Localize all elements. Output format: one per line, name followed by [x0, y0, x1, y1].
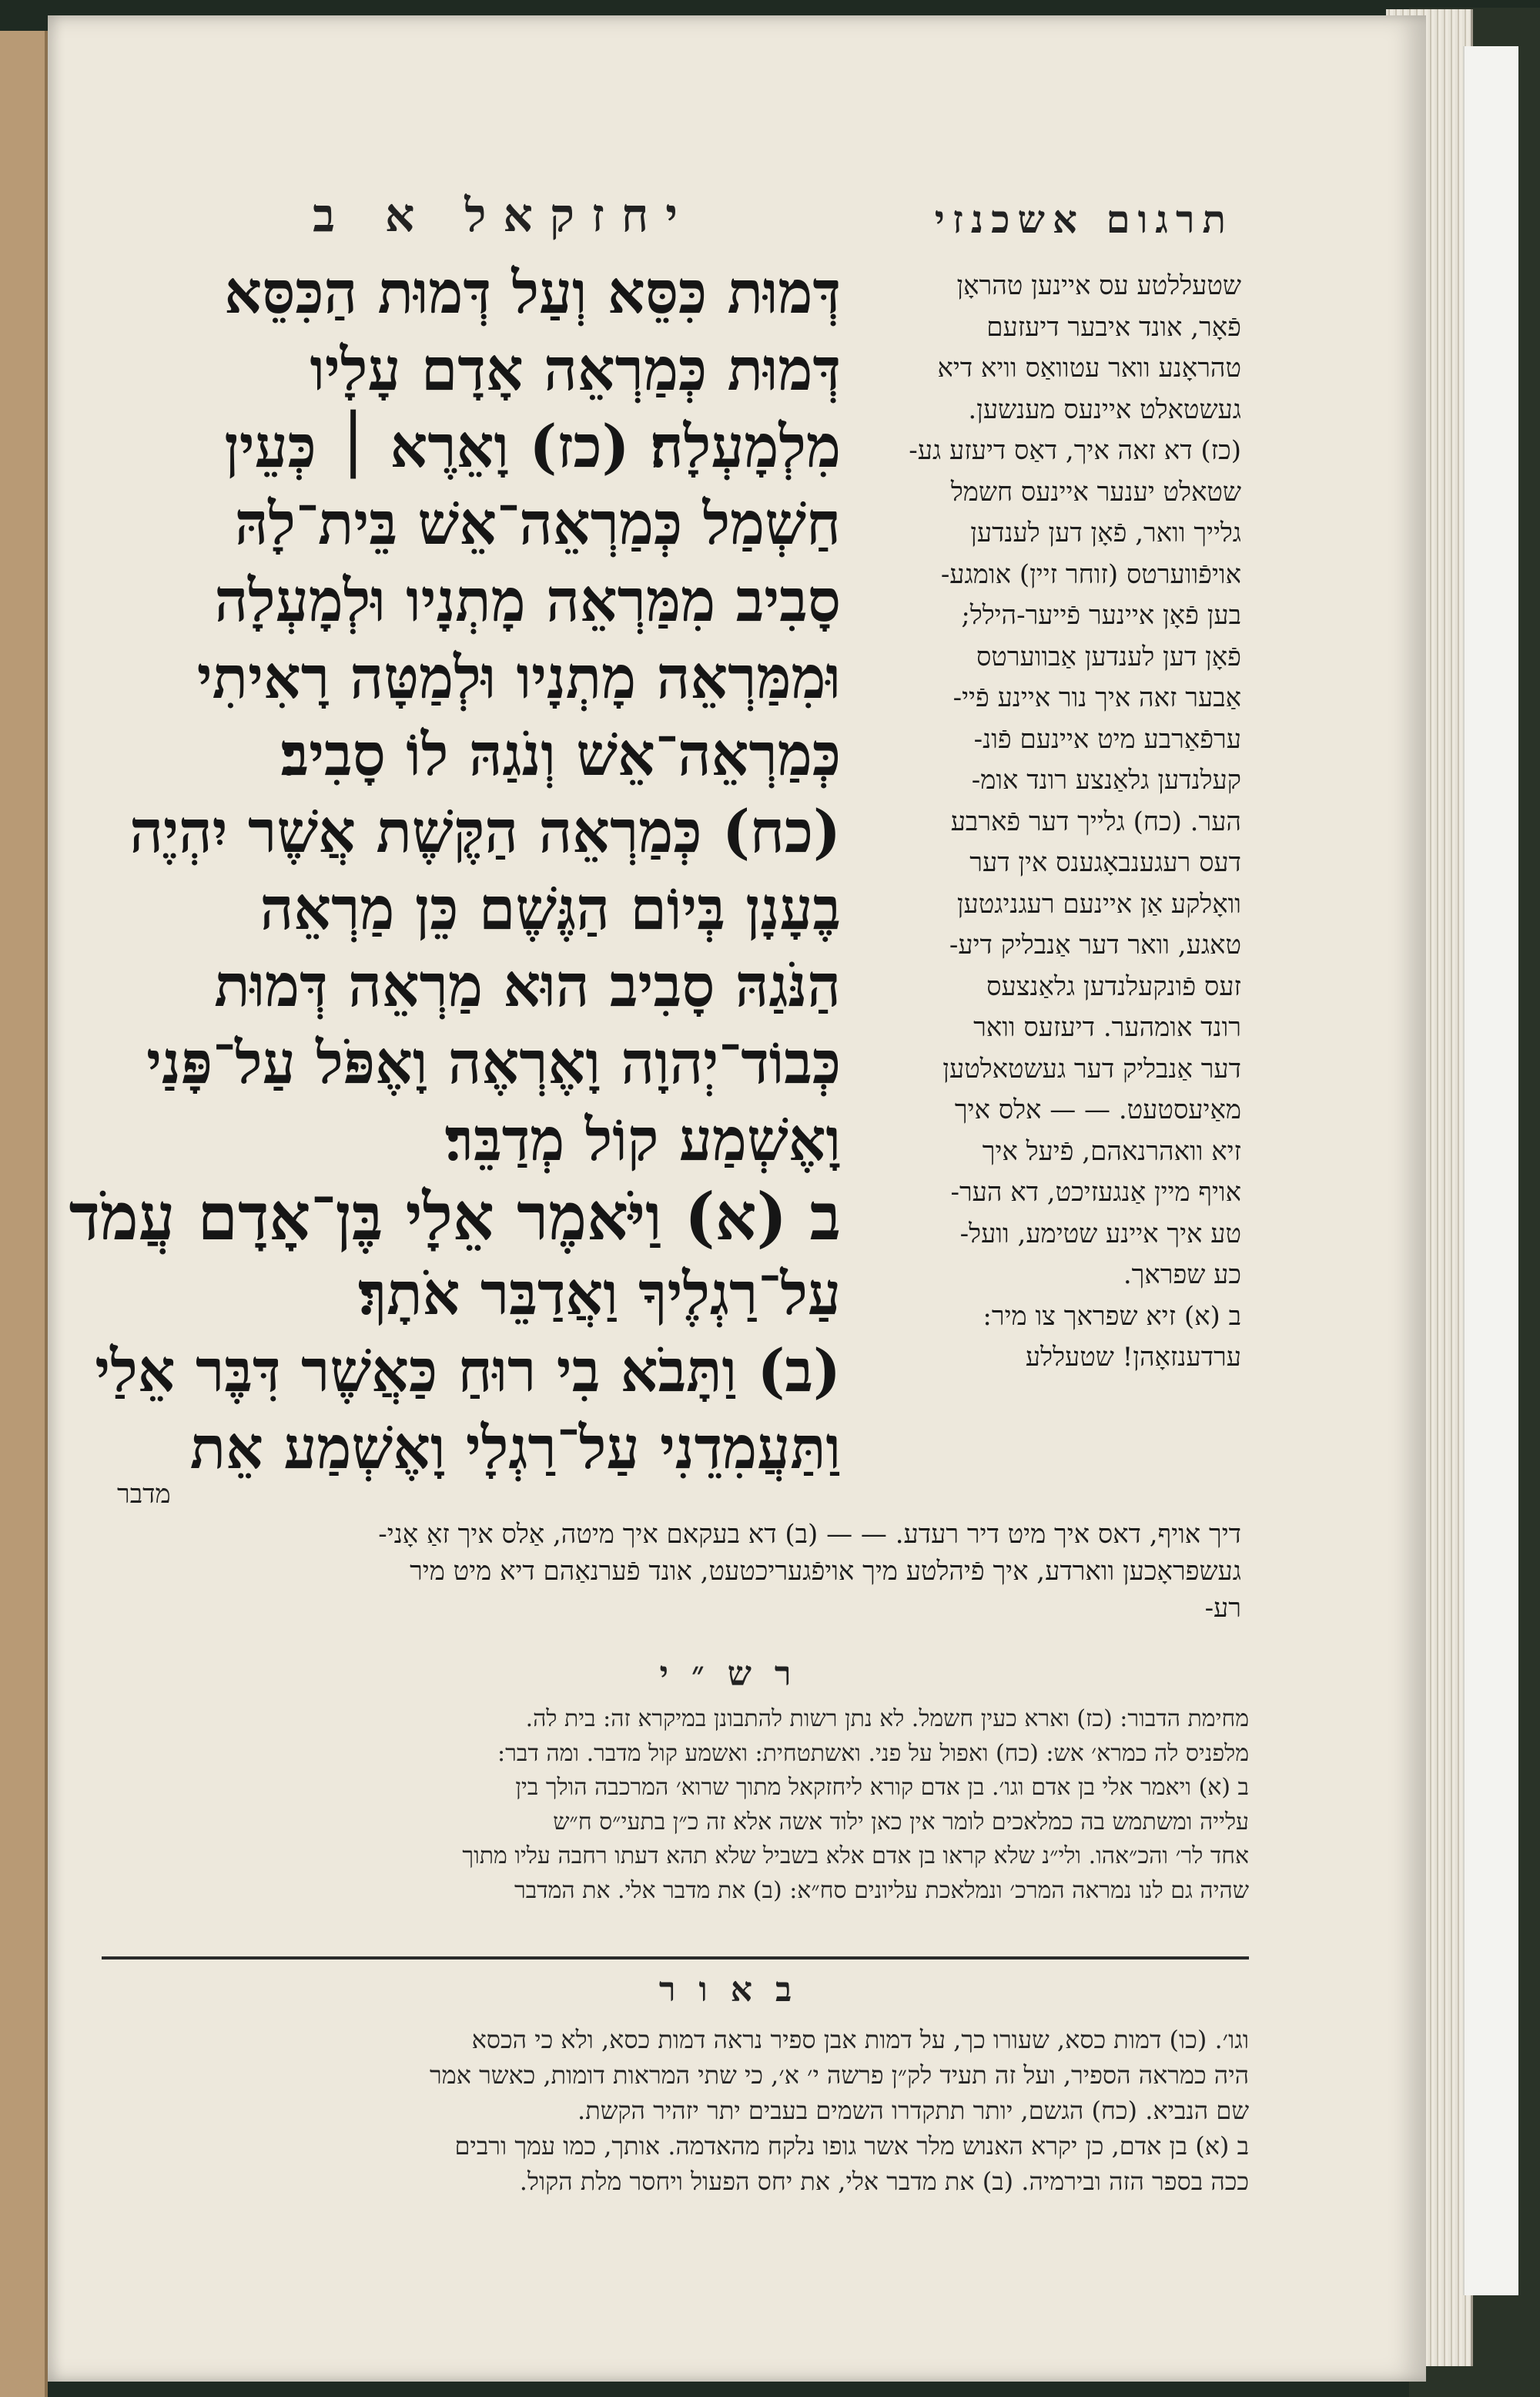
rashi-line: עלייה ומשתמש בה כמלאכים לומר אין כאן ילוד אשה אלא זה כ״ן בתעי״ס ח״ש	[553, 1808, 1249, 1835]
translation-continuation-line: געשפראָכען ווארדע, איך פֿיהלטע מיך אויפֿגעריכטעט, אונד פֿערנאַהם דיא מיט מיר	[410, 1556, 1241, 1587]
hebrew-line: בֶעָנָן בְּיוֹם הַגֶּשֶׁם כֵּן מַרְאֵה	[259, 874, 841, 943]
translation-line: אויפֿווערטס (זוחר זיין) אומגע-	[940, 558, 1241, 590]
rashi-line: מלפניס לה כמרא׳ אש: (כח) ואפול על פני. ואשתטחית: ואשמע קול מדבר. ומה דבר:	[497, 1739, 1249, 1767]
translation-line: (כז) דא זאה איך, דאַס דיעזע גע-	[909, 435, 1241, 466]
hebrew-line: סָבִיב מִמַּרְאֵה מָתְנָיו וּלְמָעְלָה	[214, 566, 841, 635]
hebrew-line: (ב) וַתָּבֹא בִי רוּחַ כַּאֲשֶׁר דִּבֶּר אֵלַי	[95, 1336, 841, 1405]
biur-line: וגו׳. (כו) דמות כסא, שעורו כך, על דמות אבן ספיר נראה דמות כסא, ולא כי הכסא	[471, 2025, 1249, 2054]
biur-line: היה כמראה הספיר, ועל זה תעיד לק״ן פרשה י׳ א׳, כי שתי המראות דומות, כאשר אמר	[430, 2060, 1249, 2090]
translation-line: אויף מיין אַנגעזיכט, דא הער-	[950, 1177, 1241, 1208]
biur-commentary	[102, 2022, 1249, 2199]
hebrew-line: כְּמַרְאֵה־אֵשׁ וְנֹגַהּ לוֹ סָבִיב׃	[280, 720, 841, 789]
translation-line: רונד אומהער. דיעזעס וואר	[973, 1012, 1241, 1043]
rashi-line: ב (א) ויאמר אלי בן אדם וגו׳. בן אדם קורא ליחזקאל מתוך שרוא׳ המרכבה הולך בין	[515, 1774, 1249, 1801]
translation-line: געשטאלט איינעס מענשען.	[968, 394, 1241, 425]
rashi-line: אחד לר׳ והכ״אהו. ולי״נ שלא קראו בן אדם אלא בשביל שלא תהא דעתו רחבה עליו מתוך	[462, 1842, 1249, 1869]
biur-heading: באור	[658, 1970, 815, 2010]
hebrew-line: דְּמוּת כְּמַרְאֵה אָדָם עָלָיו	[310, 335, 841, 404]
translation-line: שטאלט יענער איינעס חשמל	[950, 476, 1241, 508]
translation-line: קעלנדען גלאַנצע רונד אומ-	[971, 765, 1241, 796]
translation-line: ערדענזאָהן! שטעללע	[1025, 1342, 1241, 1373]
book-page	[48, 15, 1426, 2382]
translation-line: דעס רעגענבאָגענס אין דער	[969, 847, 1241, 878]
translation-line: פֿאָר, אונד איבער דיעזעם	[986, 311, 1241, 343]
translation-line: טאגע, וואר דער אַנבליק דיע-	[949, 930, 1241, 960]
biur-line: ככה בספר הזה ובירמיה. (ב) את מדבר אלי, את יחס הפעול ויחסר מלת הקול.	[519, 2167, 1249, 2196]
translation-line: הער. (כח) גלייך דער פֿארבע	[950, 806, 1241, 837]
translation-line: בען פֿאָן איינער פֿייער-הילל;	[961, 600, 1241, 631]
hebrew-line: מִלְמָעְלָה׃ (כז) וָאֵרֶא ׀ כְּעֵין	[224, 412, 841, 481]
inserted-sheet	[1463, 46, 1518, 2295]
rashi-heading: רש״י	[659, 1654, 815, 1694]
hebrew-text-column	[69, 254, 841, 1487]
rashi-line: שהיה גם לנו נמראה המרכ׳ ונמלאכת עליונים סח״א: (ב) את מדבר אלי. את המדבר	[514, 1876, 1249, 1904]
translation-line: טע איך איינע שטימע, וועל-	[959, 1218, 1241, 1249]
translation-line: מאַיעסטעט. — — אלס איך	[954, 1095, 1241, 1125]
biur-line: ב (א) בן אדם, כן יקרא האנוש מלר אשר גופו נלקח מהאדמה. אותך, כמו עמך ורבים	[454, 2131, 1249, 2161]
hebrew-line: הַנֹּגַהּ סָבִיב הוּא מַרְאֵה דְּמוּת	[214, 951, 841, 1020]
translation-line: זעס פֿונקעלנדען גלאַנצעס	[986, 971, 1241, 1002]
translation-line: אַבער זאה איך נור איינע פֿיי-	[952, 682, 1241, 713]
translation-line: ב (א) זיא שפראך צו מיר:	[983, 1300, 1241, 1332]
running-head-translation: תרגום אשכנזי	[934, 196, 1234, 242]
running-head-book: יחזקאל א ב	[313, 189, 695, 243]
hebrew-line: כְּבוֹד־יְהוָה וָאֶרְאֶה וָאֶפֹּל עַל־פָּנַי	[146, 1028, 841, 1097]
hebrew-line: דְּמוּת כִּסֵּא וְעַל דְּמוּת הַכִּסֵּא	[224, 258, 841, 327]
hebrew-line: וַתַּעֲמִדֵנִי עַל־רַגְלָי וָאֶשְׁמַע אֵת	[189, 1413, 841, 1482]
rashi-commentary	[102, 1702, 1249, 1908]
translation-continuation-line: רע-	[1204, 1593, 1241, 1624]
rashi-line: מחימת הדבור: (כז) וארא כעין חשמל. לא נתן רשות להתבונן במיקרא זה: בית לה.	[525, 1705, 1249, 1732]
translation-line: דער אַנבליק דער געשטאלטען	[942, 1053, 1241, 1085]
hebrew-line: וָאֶשְׁמַע קוֹל מְדַבֵּר׃	[444, 1105, 841, 1174]
translation-line: פֿאָן דען לענדען אַבווערטס	[976, 641, 1241, 672]
catchword: מדבר	[117, 1479, 171, 1510]
section-divider	[102, 1956, 1249, 1960]
translation-line: ערפֿאַרבע מיט איינעם פֿונ-	[973, 723, 1241, 755]
hebrew-line: חַשְׁמַל כְּמַרְאֵה־אֵשׁ בֵּית־לָהּ	[234, 489, 841, 558]
hebrew-line: (כח) כְּמַרְאֵה הַקֶּשֶׁת אֲשֶׁר יִהְיֶה	[129, 797, 841, 866]
translation-line: שטעללטע עס איינען טהראָן	[956, 270, 1241, 301]
translation-line: וואָלקע אַן איינעם רעגניגטען	[956, 888, 1241, 920]
translation-continuation	[102, 1516, 1241, 1627]
translation-line: זיא וואהרנאהם, פֿיעל איך	[982, 1135, 1241, 1167]
hebrew-line-chapter-start: ב (א) וַיֹּאמֶר אֵלָי בֶּן־אָדָם עֲמֹד	[69, 1178, 841, 1255]
hebrew-line: וּמִמַּרְאֵה מָתְנָיו וּלְמַטָּה רָאִיתִי	[196, 643, 841, 712]
translation-line: גלייך וואר, פֿאָן דען לענדען	[970, 518, 1241, 548]
left-cover-edge	[0, 31, 48, 2397]
hebrew-line: עַל־רַגְלֶיךָ וַאֲדַבֵּר אֹתָךְ׃	[357, 1259, 841, 1328]
translation-line: טהראָנע וואר עטוואַס וויא דיא	[937, 353, 1241, 384]
translation-column	[864, 266, 1241, 1379]
translation-line: כע שפראך.	[1123, 1259, 1241, 1290]
biur-line: שם הנביא. (כח) הגשם, יותר תתקדרו השמים בעבים יתר יזהיר הקשת.	[578, 2096, 1249, 2125]
translation-continuation-line: דיך אויף, דאס איך מיט דיר רעדע. — — (ב) דא בעקאם איך מיטה, אַלס איך זאַ אָני-	[378, 1519, 1241, 1550]
